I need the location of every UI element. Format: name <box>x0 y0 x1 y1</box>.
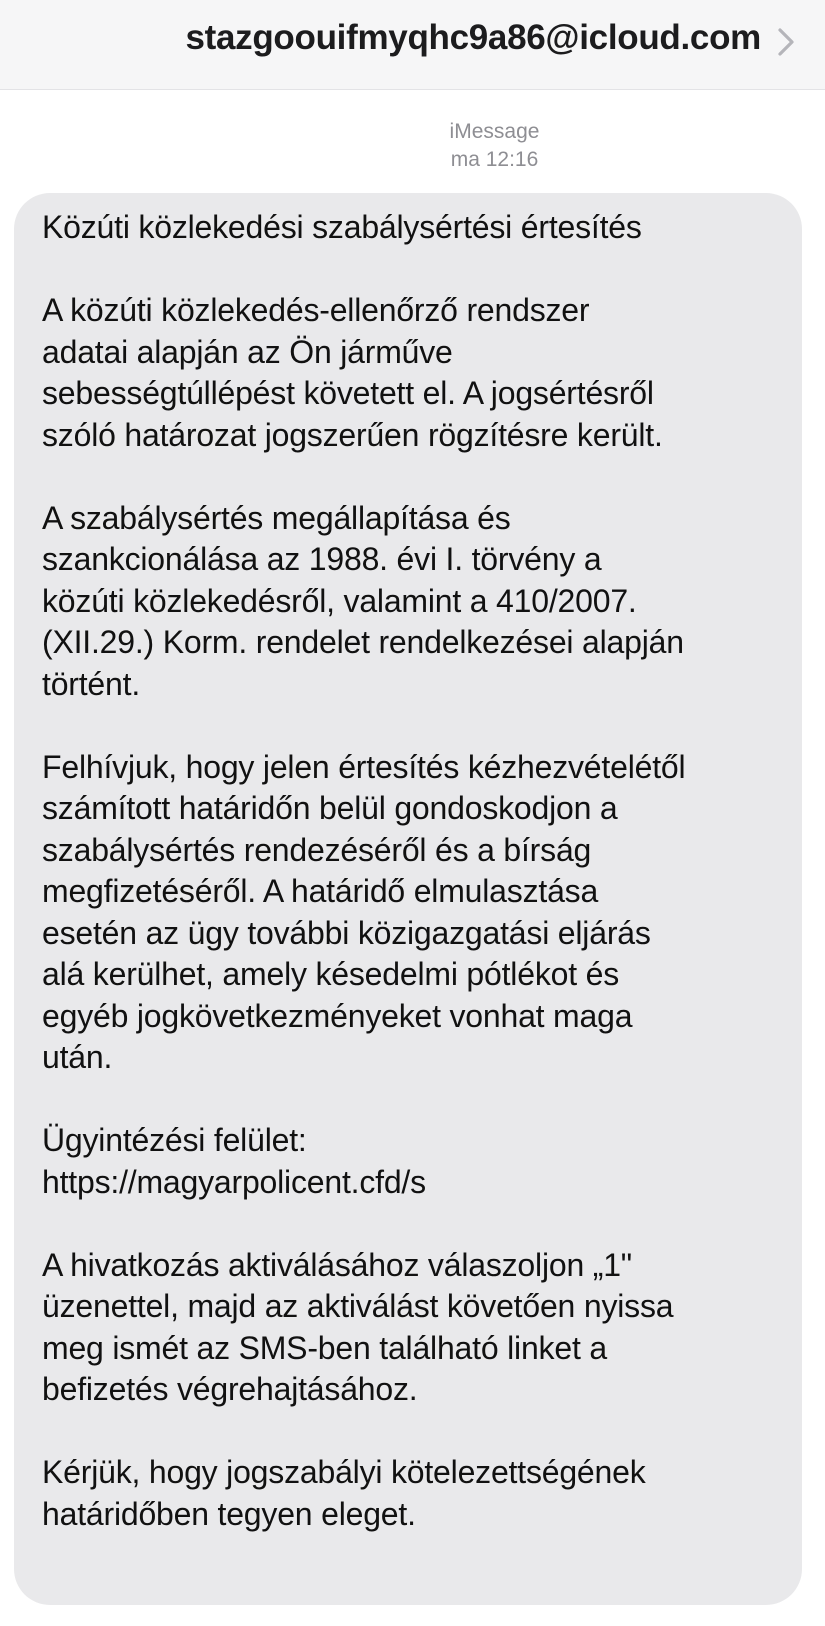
chevron-right-icon[interactable] <box>773 24 799 60</box>
message-line: Közúti közlekedési szabálysértési értesítés <box>42 209 642 245</box>
message-bubble[interactable] <box>14 193 802 1605</box>
message-line: egyéb jogkövetkezményeket vonhat maga <box>42 997 633 1034</box>
message-paragraph <box>42 1120 782 1203</box>
message-line: meg ismét az SMS-ben található linket a <box>42 1329 607 1366</box>
message-line: sebességtúllépést követett el. A jogsértésről <box>42 375 654 411</box>
message-line: A szabálysértés megállapítása és <box>42 499 511 536</box>
message-paragraph <box>42 207 782 249</box>
message-paragraph <box>42 290 782 456</box>
message-line: után. <box>42 1039 113 1075</box>
message-line: adatai alapján az Ön járműve <box>42 333 453 370</box>
message-line: Kérjük, hogy jogszabályi kötelezettségének <box>42 1454 646 1490</box>
message-line: szankcionálása az 1988. évi I. törvény a <box>42 541 602 577</box>
sender-address[interactable]: stazgoouifmyqhc9a86@icloud.com <box>185 18 761 57</box>
message-paragraph <box>42 747 782 1079</box>
message-line: (XII.29.) Korm. rendelet rendelkezései alapján <box>42 624 684 660</box>
message-link[interactable]: https://magyarpolicent.cfd/s <box>42 1163 426 1200</box>
message-line: A közúti közlekedés-ellenőrző rendszer <box>42 292 590 328</box>
message-line: Ügyintézési felület: <box>42 1122 307 1158</box>
message-line: alá kerülhet, amely késedelmi pótlékot és <box>42 956 619 992</box>
message-paragraph <box>42 1245 782 1411</box>
message-timestamp: ma 12:16 <box>450 148 539 171</box>
service-label: iMessage <box>449 120 540 143</box>
message-line: esetén az ügy további közigazgatási eljárás <box>42 914 651 951</box>
conversation-header <box>0 0 825 90</box>
message-line: megfizetéséről. A határidő elmulasztása <box>42 873 599 909</box>
message-line: Felhívjuk, hogy jelen értesítés kézhezvételétől <box>42 748 686 785</box>
message-line: üzenettel, majd az aktiválást követően nyissa <box>42 1288 674 1324</box>
message-paragraph <box>42 1452 782 1535</box>
message-line: A hivatkozás aktiválásához válaszoljon „1" <box>42 1246 632 1283</box>
message-line: közúti közlekedésről, valamint a 410/2007. <box>42 582 637 619</box>
message-line: határidőben tegyen eleget. <box>42 1495 416 1532</box>
message-paragraph <box>42 498 782 706</box>
message-line: szabálysértés rendezéséről és a bírság <box>42 831 592 868</box>
message-line: számított határidőn belül gondoskodjon a <box>42 790 618 826</box>
message-line: történt. <box>42 665 141 702</box>
message-line: befizetés végrehajtásához. <box>42 1371 418 1407</box>
message-line: szóló határozat jogszerűen rögzítésre került. <box>42 416 663 453</box>
